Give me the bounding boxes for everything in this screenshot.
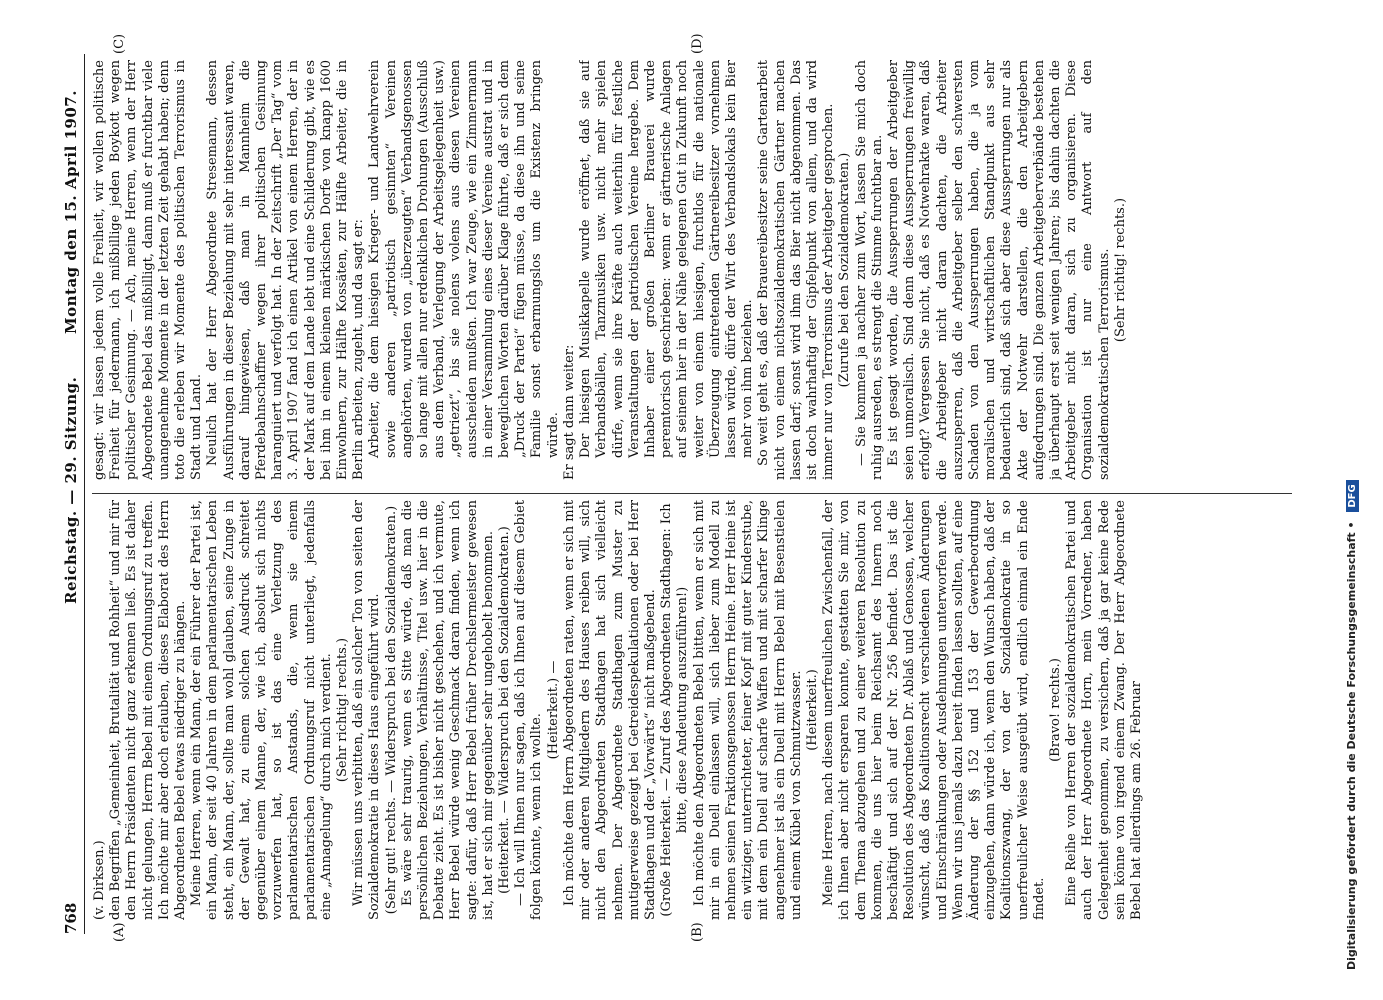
paragraph: Wir müssen uns verbitten, daß ein solcher Ton von seiten der Sozialdemokratie in dieses Haus eingeführt wird. bbox=[351, 500, 383, 920]
paragraph: Neulich hat der Herr Abgeordnete Stresemann, dessen Ausführungen in dieser Beziehung mit sehr interessant waren, darauf hingewiesen, daß man in Mannheim die Pferdebahnschaffner wegen ihrer politischen Gesinnung haranguiert und verfolgt hat. In der Zeitschrift „Der Tag“ vom 3. April 1907 fand ich einen Artikel von einem Herren, der in der Mark auf dem Lande lebt und eine Schilderung gibt, wie es bei ihm in einem kleinen märkischen Dorfe von knapp 1600 Einwohnern, zur Hälfte Kossäten, zur Hälfte Arbeiter, die in Berlin arbeiten, zugeht, und da sagt er: bbox=[205, 60, 367, 480]
paragraph: — Sie kommen ja nachher zum Wort, lassen Sie mich doch ruhig ausreden, es strengt die Stimme furchtbar an. bbox=[853, 60, 885, 480]
paragraph: Es ist gesagt worden, die Aussperrungen der Arbeitgeber seien unmoralisch. Sind denn diese Aussperrungen freiwillig erfolgt? Vergessen Sie nicht, daß es Notwehrakte waren, daß die Arbeitgeber nicht daran dachten, die Arbeiter auszusperren, daß die Arbeitgeber selber den schwersten Schaden von den Aussperrungen haben, die ja vom moralischen und wirtschaftlichen Standpunkt aus sehr bedauerlich sind, daß sich aber diese Aussperrungen nur als Akte der Notwehr darstellen, die den Arbeitgebern aufgedrungen sind. Die ganzen Arbeitgeberverbände bestehen ja überhaupt erst seit wenigen Jahren; bis dahin dachten die Arbeitgeber nicht daran, sich zu organisieren. Diese Organisation ist nur eine Antwort auf den sozialdemokratischen Terrorismus. bbox=[885, 60, 1112, 480]
paragraph: Meine Herren, nach diesem unerfreulichen Zwischenfall, der ich Ihnen aber nicht ersparen konnte, gestatten Sie mir, von dem Thema abzugehen und zu einer weiteren Resolution zu kommen, die uns hier beim Reichsamt des Innern noch beschäftigt und sich auf der Nr. 256 befindet. Das ist die Resolution des Abgeordneten Dr. Ablaß und Genossen, welcher wünscht, daß das Koalitionsrecht verschiedenen Änderungen und Einschränkungen oder Ausdehnungen unterworfen werde. Wenn wir uns jemals dazu bereit finden lassen sollten, auf eine Änderung der §§ 152 und 153 der Gewerbeordnung einzugehen, dann würde ich, wenn den Wunsch haben, daß der Koalitionszwang, der von der Sozialdemokratie in so unerfreulicher Weise ausgeübt wird, endlich einmal ein Ende findet. bbox=[821, 500, 1047, 920]
paragraph: gesagt: wir lassen jedem volle Freiheit, wir wollen politische Freiheit für jedermann, ich mißbillige jeden Boykott wegen politischer Gesinnung. — Ach, meine Herren, wenn der Herr Abgeordnete Bebel das mißbilligt, dann muß er furchtbar viele unangenehme Momente in der letzten Zeit gehabt haben; denn toto die erleben wir Momente des politischen Terrorismus in Stadt und Land. bbox=[92, 60, 205, 480]
paragraph: Er sagt dann weiter: bbox=[561, 344, 577, 480]
interjection: (Bravo! rechts.) bbox=[1047, 658, 1063, 762]
interjection: (Große Heiterkeit. — Zuruf des Abgeordneten Stadthagen: Ich bitte, diese Andeutung auszuführen!) bbox=[659, 503, 691, 917]
paragraph: Ich möchte dem Herrn Abgeordneten raten, wenn er sich mit mir oder anderen Mitgliedern des Hauses reiben will, sich nicht den Abgeordneten Stadthagen hat sich vielleicht nehmen. Der Abgeordnete Stadthagen zum Muster zu mutigerweise gezeigt bei Getreidespekulationen oder bei Herr Stadthagen und der „Vorwärts“ nicht maßgebend. bbox=[561, 500, 658, 920]
left-column bbox=[92, 500, 1317, 920]
interjection: (Sehr gut! rechts. — Widerspruch bei den Sozialdemokraten.) bbox=[383, 505, 399, 915]
block-quote: Der hiesigen Musikkapelle wurde eröffnet, daß sie auf Verbandsbällen, Tanzmusiken usw. nicht mehr spielen dürfe, wenn sie ihre Kräfte auch weiterhin für festliche Veranstaltungen der patriotischen Vereine hergebe. Dem Inhaber einer großen Berliner Brauerei wurde peremtorisch geschrieben: wenn er gärtnerische Anlagen auf seinem hier in der Nähe gelegenen Gut in Zukunft noch weiter von einem hiesigen, furchtlos für die nationale Überzeugung eintretenden Gärtnereibesitzer vornehmen lassen würde, dürfe der Wirt des Verbandslokals kein Bier mehr von ihm beziehen. bbox=[578, 60, 756, 458]
credit-text: Digitalisierung gefördert durch die Deutsche Forschungsgemeinschaft • bbox=[1345, 521, 1358, 970]
dfg-logo: DFG bbox=[1346, 480, 1359, 511]
interjection: (Heiterkeit.) — bbox=[545, 660, 561, 760]
paragraph: Ich möchte den Abgeordneten Bebel bitten, wenn er sich mit mir in ein Duell einlassen will, sich lieber zum Modell zu nehmen seinen Fraktionsgenossen Herrn Heine. Herr Heine ist ein witziger, unterrichteter, feiner Kopf mit guter Kinderstube, mit dem ein Duell auf scharfe Waffen und mit scharfer Klinge angenehmer ist als ein Duell mit Herrn Bebel mit Besenstielen und einem Kübel von Schmutzwasser. bbox=[691, 500, 804, 920]
paragraph: — Ich will Ihnen nur sagen, daß ich Ihnen auf diesem Gebiet folgen könnte, wenn ich wollte. bbox=[513, 500, 545, 920]
margin-marker-d: (D) bbox=[690, 33, 705, 54]
digitization-credit bbox=[1345, 30, 1365, 970]
right-column bbox=[92, 60, 1317, 480]
speaker-tag: (v. Dirksen.) bbox=[92, 840, 107, 920]
margin-marker-b: (B) bbox=[690, 922, 705, 942]
margin-marker-c: (C) bbox=[112, 33, 127, 54]
column-divider bbox=[92, 493, 1292, 494]
paragraph: Es wäre sehr traurig, wenn es Sitte würde, daß man die persönlichen Beziehungen, Verhältnisse, Titel usw. hier in die Debatte zieht. Es ist bisher nicht geschehen, und ich vermute, Herr Bebel würde wenig Geschmack daran finden, wenn ich sagte: dafür, daß Herr Bebel früher Drechslermeister gewesen ist, hat er sich mir gegenüber sehr ungehobelt benommen. bbox=[399, 500, 496, 920]
session-date: Montag den 15. April 1907. bbox=[62, 90, 80, 334]
paragraph: Eine Reihe von Herren der sozialdemokratischen Partei und auch der Herr Abgeordnete Horn, mein Vorredner, haben Gelegenheit genommen, zu versichern, daß ja gar keine Rede sein könne von irgend einem Zwang. Der Herr Abgeordnete Bebel hat allerdings am 26. Februar bbox=[1064, 500, 1144, 920]
paragraph: So weit geht es, daß der Brauereibesitzer seine Gartenarbeit nicht von einem nichtsozialdemokratischen Gärtner machen lassen darf; sonst wird ihm das Bier nicht abgenommen. Das ist doch wahrhaftig der Gipfelpunkt von allem, und da wird immer nur von Terrorismus der Arbeitgeber gesprochen. bbox=[756, 60, 837, 480]
paragraph: Meine Herren, wenn ein Mann, der ein Führer der Partei ist, ein Mann, der seit 40 Jahren in dem parlamentarischen Leben steht, ein Mann, der, sollte man wohl glauben, seine Zunge in der Gewalt hat, zu einem solchen Ausdruck schreitet gegenüber einem Manne, der, wie ich, absolut sich nichts vorzuwerfen hat, so ist das eine Verletzung des parlamentarischen Anstands, die, wenn sie einem parlamentarischen Ordnungsruf nicht unterliegt, jedenfalls eine „Annagelung“ durch mich verdient. bbox=[189, 500, 334, 920]
interjection: (Sehr richtig! rechts.) bbox=[1112, 197, 1128, 343]
paragraph: den Begriffen „Gemeinheit, Brutalität und Rohheit“ und mir für den Herrn Präsidenten nicht ganz erkennen ließ. Es ist daher nicht gelungen, Herrn Bebel mit einem Ordnungsruf zu treffen. Ich möchte mir aber doch erlauben, dieses Elaborat des Herrn Abgeordneten Bebel etwas niedriger zu hängen. bbox=[108, 500, 189, 920]
interjection: (Heiterkeit. — Widerspruch bei den Sozialdemokraten.) bbox=[497, 526, 513, 894]
block-quote: Arbeiter, die dem hiesigen Krieger- und Landwehrverein sowie anderen „patriotisch gesinnten“ Vereinen angehörten, wurden von „überzeugten“ Verbandsgenossen so lange mit allen nur erdenklichen Drohungen (Ausschluß aus dem Verband, Verlegung der Arbeitsgelegenheit usw.) „getriezt“, bis sie nolens volens aus diesen Vereinen ausscheiden mußten. Ich war Zeuge, wie ein Zimmermann in einer Versammlung eines dieser Vereine austrat und in beweglichen Worten darüber Klage führte, daß er sich dem „Druck der Partei“ fügen müsse, da diese ihn und seine Familie sonst erbarmungslos um die Existenz bringen würde. bbox=[367, 60, 561, 458]
interjection: (Zurufe bei den Sozialdemokraten.) bbox=[837, 152, 853, 388]
interjection: (Heiterkeit.) bbox=[804, 669, 820, 751]
session-title: Reichstag. — 29. Sitzung. bbox=[62, 376, 80, 604]
margin-marker-a: (A) bbox=[112, 922, 127, 942]
page-header bbox=[58, 54, 85, 934]
page-number: 768 bbox=[62, 902, 80, 934]
interjection: (Sehr richtig! rechts.) bbox=[335, 637, 351, 783]
